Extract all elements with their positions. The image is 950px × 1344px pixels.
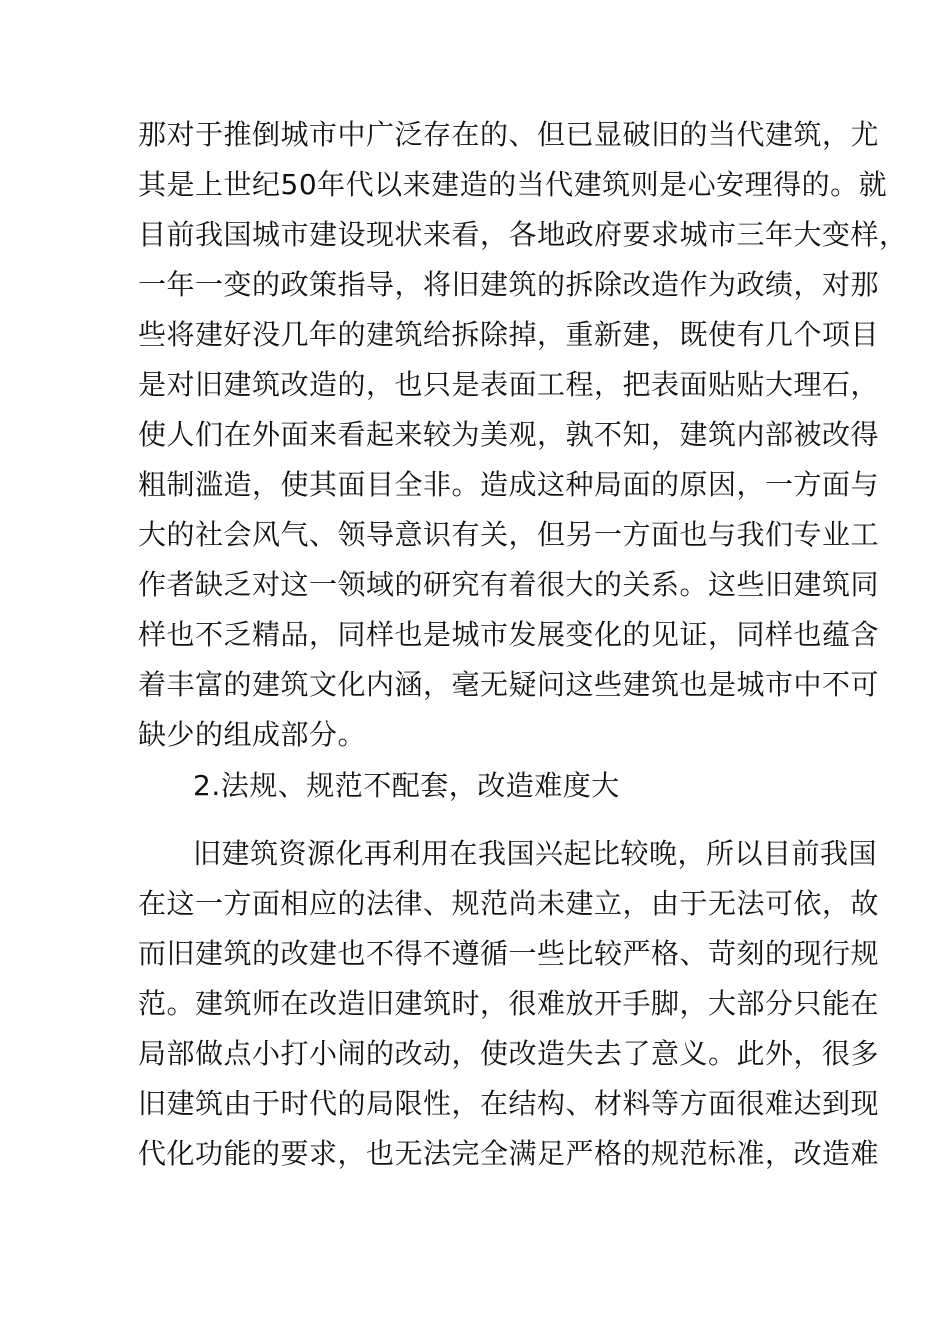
paragraph-line: 范。建筑师在改造旧建筑时，很难放开手脚，大部分只能在 xyxy=(138,987,880,1020)
paragraph-line: 局部做点小打小闹的改动，使改造失去了意义。此外，很多 xyxy=(138,1037,880,1070)
paragraph-line: 那对于推倒城市中广泛存在的、但已显破旧的当代建筑，尤 xyxy=(138,118,880,151)
paragraph-line: 着丰富的建筑文化内涵，毫无疑问这些建筑也是城市中不可 xyxy=(138,668,880,701)
body-paragraph-2 xyxy=(138,829,880,1179)
paragraph-line: 缺少的组成部分。 xyxy=(138,718,367,751)
section-heading xyxy=(138,761,818,811)
paragraph-line: 是对旧建筑改造的，也只是表面工程，把表面贴贴大理石， xyxy=(138,368,880,401)
paragraph-line: 目前我国城市建设现状来看，各地政府要求城市三年大变样， xyxy=(138,218,908,251)
paragraph-line: 而旧建筑的改建也不得不遵循一些比较严格、苛刻的现行规 xyxy=(138,937,880,970)
paragraph-line: 代化功能的要求，也无法完全满足严格的规范标准，改造难 xyxy=(138,1137,880,1170)
paragraph-line: 作者缺乏对这一领域的研究有着很大的关系。这些旧建筑同 xyxy=(138,568,880,601)
paragraph-line: 粗制滥造，使其面目全非。造成这种局面的原因，一方面与 xyxy=(138,468,880,501)
paragraph-line: 其是上世纪50年代以来建造的当代建筑则是心安理得的。就 xyxy=(138,168,888,201)
paragraph-line: 旧建筑资源化再利用在我国兴起比较晚，所以目前我国 xyxy=(193,837,878,870)
paragraph-line: 样也不乏精品，同样也是城市发展变化的见证，同样也蕴含 xyxy=(138,618,880,651)
paragraph-line: 使人们在外面来看起来较为美观，孰不知，建筑内部被改得 xyxy=(138,418,880,451)
paragraph-line: 些将建好没几年的建筑给拆除掉，重新建，既使有几个项目 xyxy=(138,318,880,351)
body-paragraph-1 xyxy=(138,110,908,760)
paragraph-line: 旧建筑由于时代的局限性，在结构、材料等方面很难达到现 xyxy=(138,1087,880,1120)
paragraph-line: 在这一方面相应的法律、规范尚未建立，由于无法可依，故 xyxy=(138,887,880,920)
paragraph-line: 大的社会风气、领导意识有关，但另一方面也与我们专业工 xyxy=(138,518,880,551)
section-heading-text: 2.法规、规范不配套，改造难度大 xyxy=(193,769,620,802)
paragraph-line: 一年一变的政策指导，将旧建筑的拆除改造作为政绩，对那 xyxy=(138,268,880,301)
